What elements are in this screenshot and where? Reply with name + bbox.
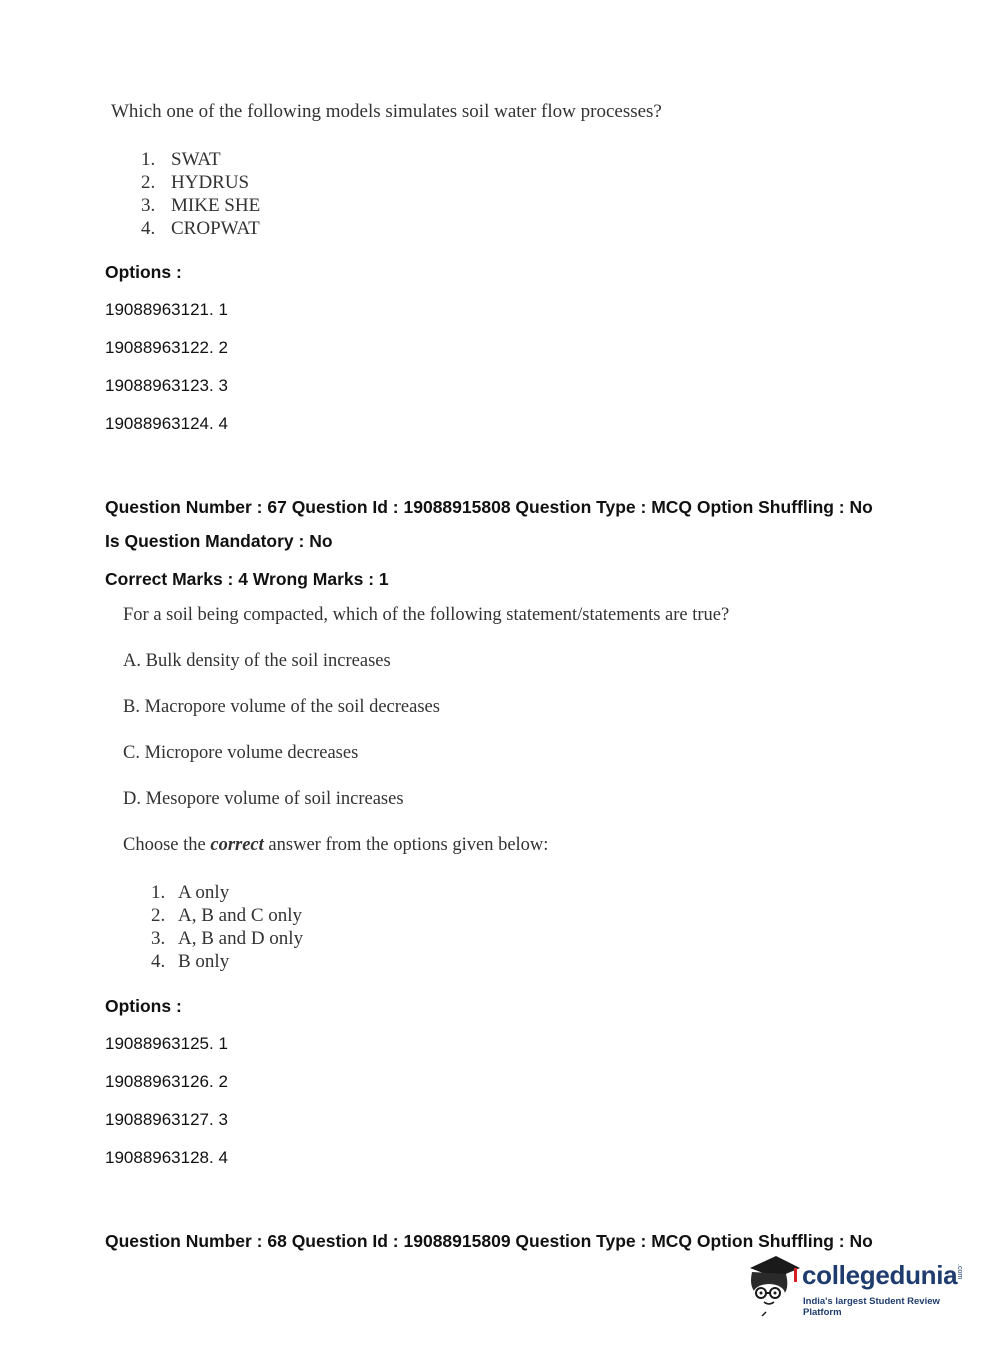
collegedunia-logo: [742, 1250, 972, 1320]
list-item: [141, 148, 260, 171]
option-row: 19088963124. 4: [105, 414, 228, 433]
logo-wordmark: collegedunia: [802, 1260, 958, 1290]
question-header: Question Number : 67 Question Id : 19088915808 Question Type : MCQ Option Shuffling : No: [105, 497, 873, 517]
choice-text: B only: [178, 951, 230, 972]
statement-c: C. Micropore volume decreases: [123, 743, 359, 763]
student-mascot-icon: [742, 1250, 802, 1320]
choice-list: [151, 881, 303, 973]
marks-line: Correct Marks : 4 Wrong Marks : 1: [105, 569, 389, 589]
option-row: 19088963127. 3: [105, 1110, 228, 1129]
choice-text: CROPWAT: [171, 218, 260, 239]
choice-text: MIKE SHE: [171, 195, 261, 216]
choice-number: 3.: [151, 928, 166, 949]
logo-domain: .com: [956, 1264, 963, 1280]
list-item: [151, 881, 303, 904]
list-item: [151, 904, 303, 927]
option-row: 19088963123. 3: [105, 376, 228, 395]
question-header: Question Number : 68 Question Id : 19088915809 Question Type : MCQ Option Shuffling : No: [105, 1231, 873, 1251]
emphasis-word: correct: [210, 835, 264, 855]
choice-number: 4.: [141, 218, 156, 239]
choice-number: 2.: [141, 172, 156, 193]
statement-a: A. Bulk density of the soil increases: [123, 651, 391, 671]
choice-number: 1.: [151, 882, 166, 903]
list-item: [151, 927, 303, 950]
list-item: [141, 217, 260, 240]
choice-text: A, B and D only: [178, 928, 304, 949]
options-label: Options :: [105, 262, 182, 282]
logo-tagline: India's largest Student Review Platform: [803, 1296, 940, 1318]
statement-d: D. Mesopore volume of soil increases: [123, 789, 404, 809]
mandatory-line: Is Question Mandatory : No: [105, 531, 333, 551]
option-row: 19088963128. 4: [105, 1148, 228, 1167]
list-item: [151, 950, 303, 973]
choose-instruction: Choose the correct answer from the options given below:: [123, 835, 549, 855]
choice-text: SWAT: [171, 149, 221, 170]
options-label: Options :: [105, 996, 182, 1016]
option-row: 19088963121. 1: [105, 300, 228, 319]
option-row: 19088963125. 1: [105, 1034, 228, 1053]
option-row: 19088963122. 2: [105, 338, 228, 357]
choice-number: 2.: [151, 905, 166, 926]
choice-text: A only: [178, 882, 230, 903]
question-text: For a soil being compacted, which of the following statement/statements are true?: [123, 605, 730, 625]
statement-b: B. Macropore volume of the soil decreases: [123, 697, 440, 717]
option-row: 19088963126. 2: [105, 1072, 228, 1091]
question-text: Which one of the following models simulates soil water flow processes?: [111, 101, 662, 122]
list-item: [141, 194, 260, 217]
choice-number: 4.: [151, 951, 166, 972]
list-item: [141, 171, 260, 194]
choice-number: 3.: [141, 195, 156, 216]
choice-text: HYDRUS: [171, 172, 250, 193]
choice-list: [141, 148, 260, 240]
choice-number: 1.: [141, 149, 156, 170]
choice-text: A, B and C only: [178, 905, 303, 926]
